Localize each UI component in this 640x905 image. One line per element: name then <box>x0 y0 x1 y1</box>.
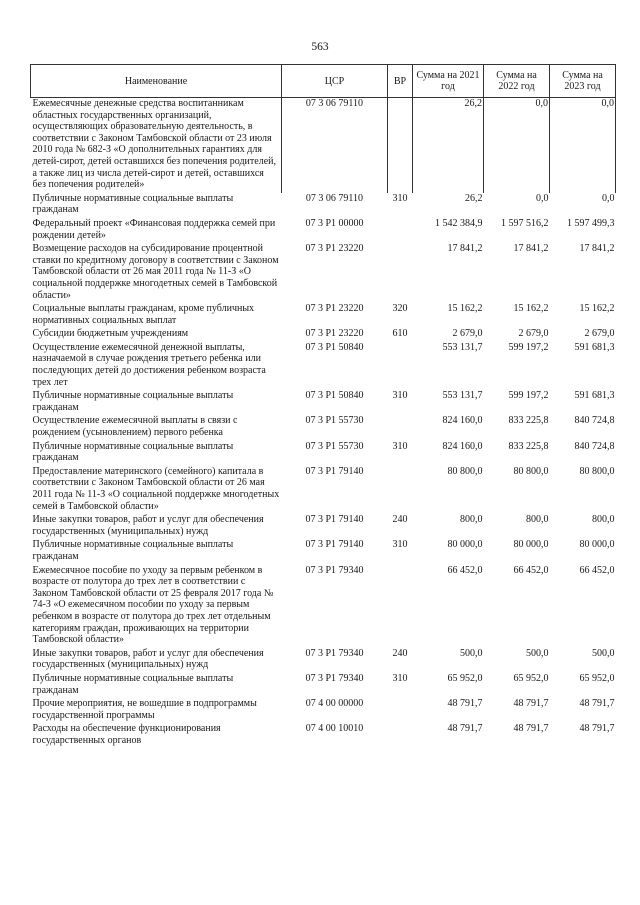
row-vr <box>388 342 413 390</box>
row-vr: 610 <box>392 328 408 340</box>
row-sum-2021: 1 542 384,9 <box>435 217 483 229</box>
row-sum-2021: 48 791,7 <box>447 698 483 710</box>
row-csr: 07 3 06 79110 <box>305 192 364 204</box>
table-row <box>31 243 616 303</box>
row-vr <box>388 466 413 514</box>
row-vr: 310 <box>392 192 408 204</box>
row-vr <box>388 698 413 723</box>
row-sum-2023: 80 000,0 <box>579 539 615 551</box>
row-sum-2023: 840 724,8 <box>574 415 615 427</box>
table-row <box>31 698 616 723</box>
row-sum-2023: 591 681,3 <box>574 390 615 402</box>
row-vr <box>388 565 413 648</box>
row-sum-2022: 833 225,8 <box>508 440 549 452</box>
row-sum-2022: 65 952,0 <box>513 672 549 684</box>
row-name: Публичные нормативные социальные выплаты гражданам <box>32 390 234 413</box>
table-row <box>31 723 616 748</box>
row-name: Иные закупки товаров, работ и услуг для обеспечения государственных (муниципальных) нужд <box>32 514 264 537</box>
row-sum-2021: 553 131,7 <box>442 390 483 402</box>
row-csr: 07 3 Р1 23220 <box>305 303 364 315</box>
row-csr: 07 3 Р1 00000 <box>305 217 364 229</box>
table-row <box>31 303 616 328</box>
row-sum-2023: 591 681,3 <box>574 341 615 353</box>
row-sum-2022: 17 841,2 <box>513 243 549 255</box>
row-sum-2023: 840 724,8 <box>574 440 615 452</box>
row-sum-2022: 66 452,0 <box>513 564 549 576</box>
row-csr: 07 3 Р1 50840 <box>305 390 364 402</box>
row-sum-2023: 2 679,0 <box>584 328 615 340</box>
row-sum-2021: 80 000,0 <box>447 539 483 551</box>
header-sum-2022: Сумма на 2022 год <box>484 65 550 98</box>
row-sum-2021: 48 791,7 <box>447 723 483 735</box>
table-row <box>31 565 616 648</box>
row-sum-2022: 599 197,2 <box>508 341 549 353</box>
row-sum-2023: 1 597 499,3 <box>567 217 615 229</box>
row-csr: 07 3 Р1 55730 <box>305 440 364 452</box>
row-name: Социальные выплаты гражданам, кроме публичных нормативных социальных выплат <box>32 303 255 326</box>
row-sum-2021: 824 160,0 <box>442 440 483 452</box>
row-name: Субсидии бюджетным учреждениям <box>32 328 189 340</box>
row-name: Публичные нормативные социальные выплаты гражданам <box>32 672 234 696</box>
row-sum-2023: 0,0 <box>550 98 616 193</box>
table-row <box>31 218 616 243</box>
row-sum-2022: 0,0 <box>484 98 550 193</box>
row-sum-2021: 17 841,2 <box>447 243 483 255</box>
row-sum-2023: 800,0 <box>592 514 615 526</box>
row-sum-2021: 66 452,0 <box>447 564 483 576</box>
row-vr: 310 <box>392 672 408 684</box>
row-sum-2021: 65 952,0 <box>447 672 483 684</box>
row-csr: 07 3 Р1 55730 <box>305 415 364 427</box>
row-sum-2021: 15 162,2 <box>447 303 483 315</box>
row-sum-2022: 15 162,2 <box>513 303 549 315</box>
row-sum-2021: 824 160,0 <box>442 415 483 427</box>
header-name: Наименование <box>31 65 282 98</box>
table-row <box>31 648 616 673</box>
row-csr: 07 3 Р1 79340 <box>305 672 364 684</box>
row-csr: 07 3 06 79110 <box>282 98 388 193</box>
row-name: Предоставление материнского (семейного) капитала в соответствии с Законом Тамбовской области от 26 мая 2011 года № 11-З «О социальной поддержке многодетных семей в Тамбовской области» <box>32 465 280 512</box>
row-sum-2023: 0,0 <box>602 192 615 204</box>
row-sum-2022: 80 000,0 <box>513 539 549 551</box>
row-sum-2023: 48 791,7 <box>579 723 615 735</box>
table-row <box>31 193 616 218</box>
row-vr: 240 <box>392 514 408 526</box>
row-name: Возмещение расходов на субсидирование процентной ставки по кредитному договору в соответствии с Законом Тамбовской области от 26 мая 2011 года № 11-З «О социальной поддержке многодетных семей в Тамбовской области» <box>32 243 279 301</box>
table-header <box>31 65 616 98</box>
header-sum-2021: Сумма на 2021 год <box>413 65 484 98</box>
header-csr: ЦСР <box>282 65 388 98</box>
row-sum-2022: 833 225,8 <box>508 415 549 427</box>
header-sum-2023: Сумма на 2023 год <box>550 65 616 98</box>
row-vr <box>388 415 413 440</box>
table-row <box>31 514 616 539</box>
row-name: Публичные нормативные социальные выплаты гражданам <box>32 440 234 464</box>
row-sum-2021: 800,0 <box>460 514 483 526</box>
row-vr <box>388 218 413 243</box>
row-sum-2022: 800,0 <box>526 514 549 526</box>
row-sum-2021: 26,2 <box>413 98 484 193</box>
row-vr: 310 <box>392 440 408 452</box>
row-vr <box>388 723 413 748</box>
row-name: Федеральный проект «Финансовая поддержка семей при рождении детей» <box>32 217 276 241</box>
table-row <box>31 466 616 514</box>
row-name: Иные закупки товаров, работ и услуг для обеспечения государственных (муниципальных) нужд <box>32 647 264 671</box>
row-sum-2023: 48 791,7 <box>579 698 615 710</box>
row-name: Прочие мероприятия, не вошедшие в подпрограммы государственной программы <box>32 698 257 721</box>
row-sum-2023: 500,0 <box>592 647 615 659</box>
table-body <box>31 98 616 749</box>
row-name: Публичные нормативные социальные выплаты гражданам <box>32 539 234 562</box>
row-csr: 07 3 Р1 23220 <box>305 328 364 340</box>
row-sum-2023: 80 800,0 <box>579 465 615 477</box>
table-row <box>31 539 616 564</box>
row-sum-2022: 1 597 516,2 <box>501 217 549 229</box>
row-name: Ежемесячное пособие по уходу за первым ребенком в возрасте от полутора до трех лет в соответствии с Законом Тамбовской области от 25 февраля 2017 года № 74-З «О ежемесячном пособии по уходу за первым ребенком в возрасте от полутора до трех лет отдельным категориям граждан, проживающих на территории Тамбовской области» <box>32 564 274 646</box>
row-csr: 07 3 Р1 50840 <box>305 341 364 353</box>
row-sum-2023: 65 952,0 <box>579 672 615 684</box>
row-sum-2021: 2 679,0 <box>452 328 483 340</box>
row-name: Публичные нормативные социальные выплаты гражданам <box>32 192 234 216</box>
row-sum-2022: 500,0 <box>526 647 549 659</box>
table-row <box>31 342 616 390</box>
row-vr: 240 <box>392 647 408 659</box>
row-sum-2021: 553 131,7 <box>442 341 483 353</box>
budget-table <box>30 64 616 748</box>
row-csr: 07 3 Р1 79340 <box>305 647 364 659</box>
row-sum-2022: 48 791,7 <box>513 723 549 735</box>
row-sum-2022: 0,0 <box>536 192 549 204</box>
row-vr <box>388 98 413 193</box>
row-csr: 07 3 Р1 79140 <box>305 514 364 526</box>
row-name: Осуществление ежемесячной денежной выплаты, назначаемой в случае рождения третьего ребенка или последующих детей до достижения ребенком возраста трех лет <box>32 341 266 388</box>
row-sum-2022: 48 791,7 <box>513 698 549 710</box>
table-row <box>31 390 616 415</box>
table-row <box>31 673 616 698</box>
row-csr: 07 4 00 00000 <box>305 698 364 710</box>
row-sum-2022: 80 800,0 <box>513 465 549 477</box>
row-vr <box>388 243 413 303</box>
row-sum-2021: 26,2 <box>465 192 483 204</box>
row-name: Расходы на обеспечение функционирования государственных органов <box>32 723 221 746</box>
row-name: Ежемесячные денежные средства воспитанникам областных государственных организаций, осуществляющих образовательную деятельность, в соответствии с Законом Тамбовской области от 23 июля 2010 года № 682-З «О дополнительных гарантиях для детей-сирот, детей оставшихся без попечения родителей, а также лиц из числа детей-сирот и детей, оставшихся без попечения родителей» <box>32 98 276 191</box>
table-row <box>31 98 616 193</box>
table-row <box>31 415 616 440</box>
row-csr: 07 3 Р1 23220 <box>305 243 364 255</box>
table-row <box>31 441 616 466</box>
row-sum-2023: 15 162,2 <box>579 303 615 315</box>
row-sum-2022: 599 197,2 <box>508 390 549 402</box>
row-sum-2023: 66 452,0 <box>579 564 615 576</box>
row-csr: 07 3 Р1 79340 <box>305 564 364 576</box>
row-csr: 07 3 Р1 79140 <box>305 465 364 477</box>
row-sum-2021: 500,0 <box>460 647 483 659</box>
row-csr: 07 4 00 10010 <box>305 723 364 735</box>
row-name: Осуществление ежемесячной выплаты в связи с рождением (усыновлением) первого ребенка <box>32 415 238 439</box>
row-sum-2021: 80 800,0 <box>447 465 483 477</box>
row-vr: 310 <box>392 390 408 402</box>
row-vr: 310 <box>392 539 408 551</box>
header-vr: ВР <box>388 65 413 98</box>
row-sum-2023: 17 841,2 <box>579 243 615 255</box>
page-number: 563 <box>311 41 329 53</box>
row-sum-2022: 2 679,0 <box>518 328 549 340</box>
row-vr: 320 <box>392 303 408 315</box>
row-csr: 07 3 Р1 79140 <box>305 539 364 551</box>
table-row <box>31 328 616 342</box>
